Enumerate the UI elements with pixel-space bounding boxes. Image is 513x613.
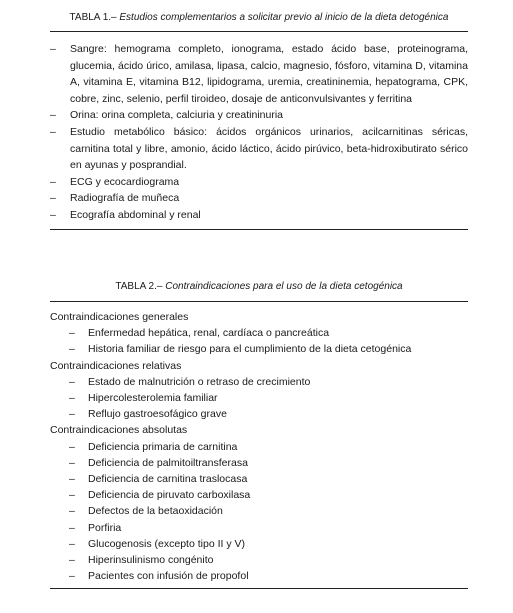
dash-bullet: – [69, 570, 75, 583]
list-item-text: Defectos de la betaoxidación [88, 505, 223, 518]
dash-bullet: – [69, 521, 75, 534]
dash-bullet: – [69, 408, 75, 421]
list-item [50, 325, 468, 341]
dash-bullet: – [69, 505, 75, 518]
dash-bullet: – [69, 375, 75, 388]
list-item-text: Deficiencia de piruvato carboxilasa [88, 489, 251, 502]
group-title-relative: Contraindicaciones relativas [50, 359, 182, 372]
table-2-top-rule [50, 301, 468, 302]
list-item [50, 487, 468, 503]
dash-bullet: – [69, 489, 75, 502]
list-item [50, 341, 468, 357]
list-item [50, 503, 468, 519]
list-item-text: Sangre: hemograma completo, ionograma, estado ácido base, proteinograma, glucemia, ácido úrico, amilasa, lipasa, calcio, magnesio, fósforo, vitamina D, vitamina A, vitamina E, vitamina B12, lipidograma, uremia, creatininemia, hepatograma, CPK, cobre, zinc, selenio, perfil tiroideo, dosaje de anticonvulsivantes y ferritina [70, 43, 468, 105]
list-item-text: Deficiencia de palmitoiltransferasa [88, 456, 248, 469]
list-item [50, 471, 468, 487]
table-1-caption [50, 10, 468, 25]
table-2-caption [50, 279, 468, 294]
list-item-text: Reflujo gastroesofágico grave [88, 408, 227, 421]
list-item-text: Deficiencia primaria de carnitina [88, 440, 238, 453]
list-item-text: ECG y ecocardiograma [70, 175, 180, 188]
table-1-bottom-rule [50, 229, 468, 230]
list-item [50, 568, 468, 584]
list-item [50, 390, 468, 406]
dash-bullet: – [69, 473, 75, 486]
table-1-label: TABLA 1.– [69, 12, 117, 23]
list-item [50, 374, 468, 390]
list-item-text: Glucogenosis (excepto tipo II y V) [88, 537, 245, 550]
dash-bullet: – [69, 440, 75, 453]
list-item-text: Porfiria [88, 521, 122, 534]
table-2-bottom-rule [50, 588, 468, 589]
list-item-text: Orina: orina completa, calciuria y creatininuria [70, 109, 284, 122]
list-item-text: Estado de malnutrición o retraso de crecimiento [88, 375, 311, 388]
list-item-text: Enfermedad hepática, renal, cardíaca o pancreática [88, 327, 330, 340]
dash-bullet: – [69, 327, 75, 340]
table-1 [50, 10, 468, 230]
table-2-body [50, 309, 468, 584]
list-item [50, 107, 468, 124]
list-item [50, 207, 468, 224]
list-item [50, 455, 468, 471]
list-item [50, 406, 468, 422]
list-item-text: Hipercolesterolemia familiar [88, 392, 218, 405]
table-2-title: Contraindicaciones para el uso de la dieta cetogénica [165, 281, 403, 292]
dash-bullet: – [50, 192, 56, 205]
table-1-title: Estudios complementarios a solicitar previo al inicio de la dieta detogénica [119, 12, 449, 23]
dash-bullet: – [50, 175, 56, 188]
list-item [50, 552, 468, 568]
dash-bullet: – [69, 456, 75, 469]
dash-bullet: – [50, 109, 56, 122]
list-item-text: Ecografía abdominal y renal [70, 208, 201, 221]
list-item-text: Pacientes con infusión de propofol [88, 570, 249, 583]
list-item [50, 174, 468, 191]
list-item [50, 124, 468, 174]
dash-bullet: – [69, 537, 75, 550]
dash-bullet: – [50, 208, 56, 221]
dash-bullet: – [50, 43, 56, 55]
table-2 [50, 279, 468, 589]
table-2-label: TABLA 2.– [115, 281, 163, 292]
list-item [50, 536, 468, 552]
list-item [50, 439, 468, 455]
dash-bullet: – [69, 392, 75, 405]
list-item [50, 520, 468, 536]
list-item-text: Deficiencia de carnitina traslocasa [88, 473, 248, 486]
list-item-text: Historia familiar de riesgo para el cumplimiento de la dieta cetogénica [88, 343, 412, 356]
dash-bullet: – [69, 343, 75, 356]
dash-bullet: – [50, 125, 56, 138]
list-item-text: Estudio metabólico básico: ácidos orgánicos urinarios, acilcarnitinas séricas, carnitina total y libre, amonio, ácido láctico, ácido pirúvico, beta-hidroxibutirato sérico en ayunas y posprandial. [70, 125, 468, 172]
dash-bullet: – [69, 554, 75, 567]
list-item [50, 41, 468, 107]
group-title-absolute: Contraindicaciones absolutas [50, 424, 188, 437]
group-title-general: Contraindicaciones generales [50, 311, 189, 323]
list-item [50, 190, 468, 207]
table-1-list [50, 41, 468, 224]
list-item-text: Radiografía de muñeca [70, 192, 180, 205]
list-item-text: Hiperinsulinismo congénito [88, 554, 214, 567]
table-1-top-rule [50, 31, 468, 32]
